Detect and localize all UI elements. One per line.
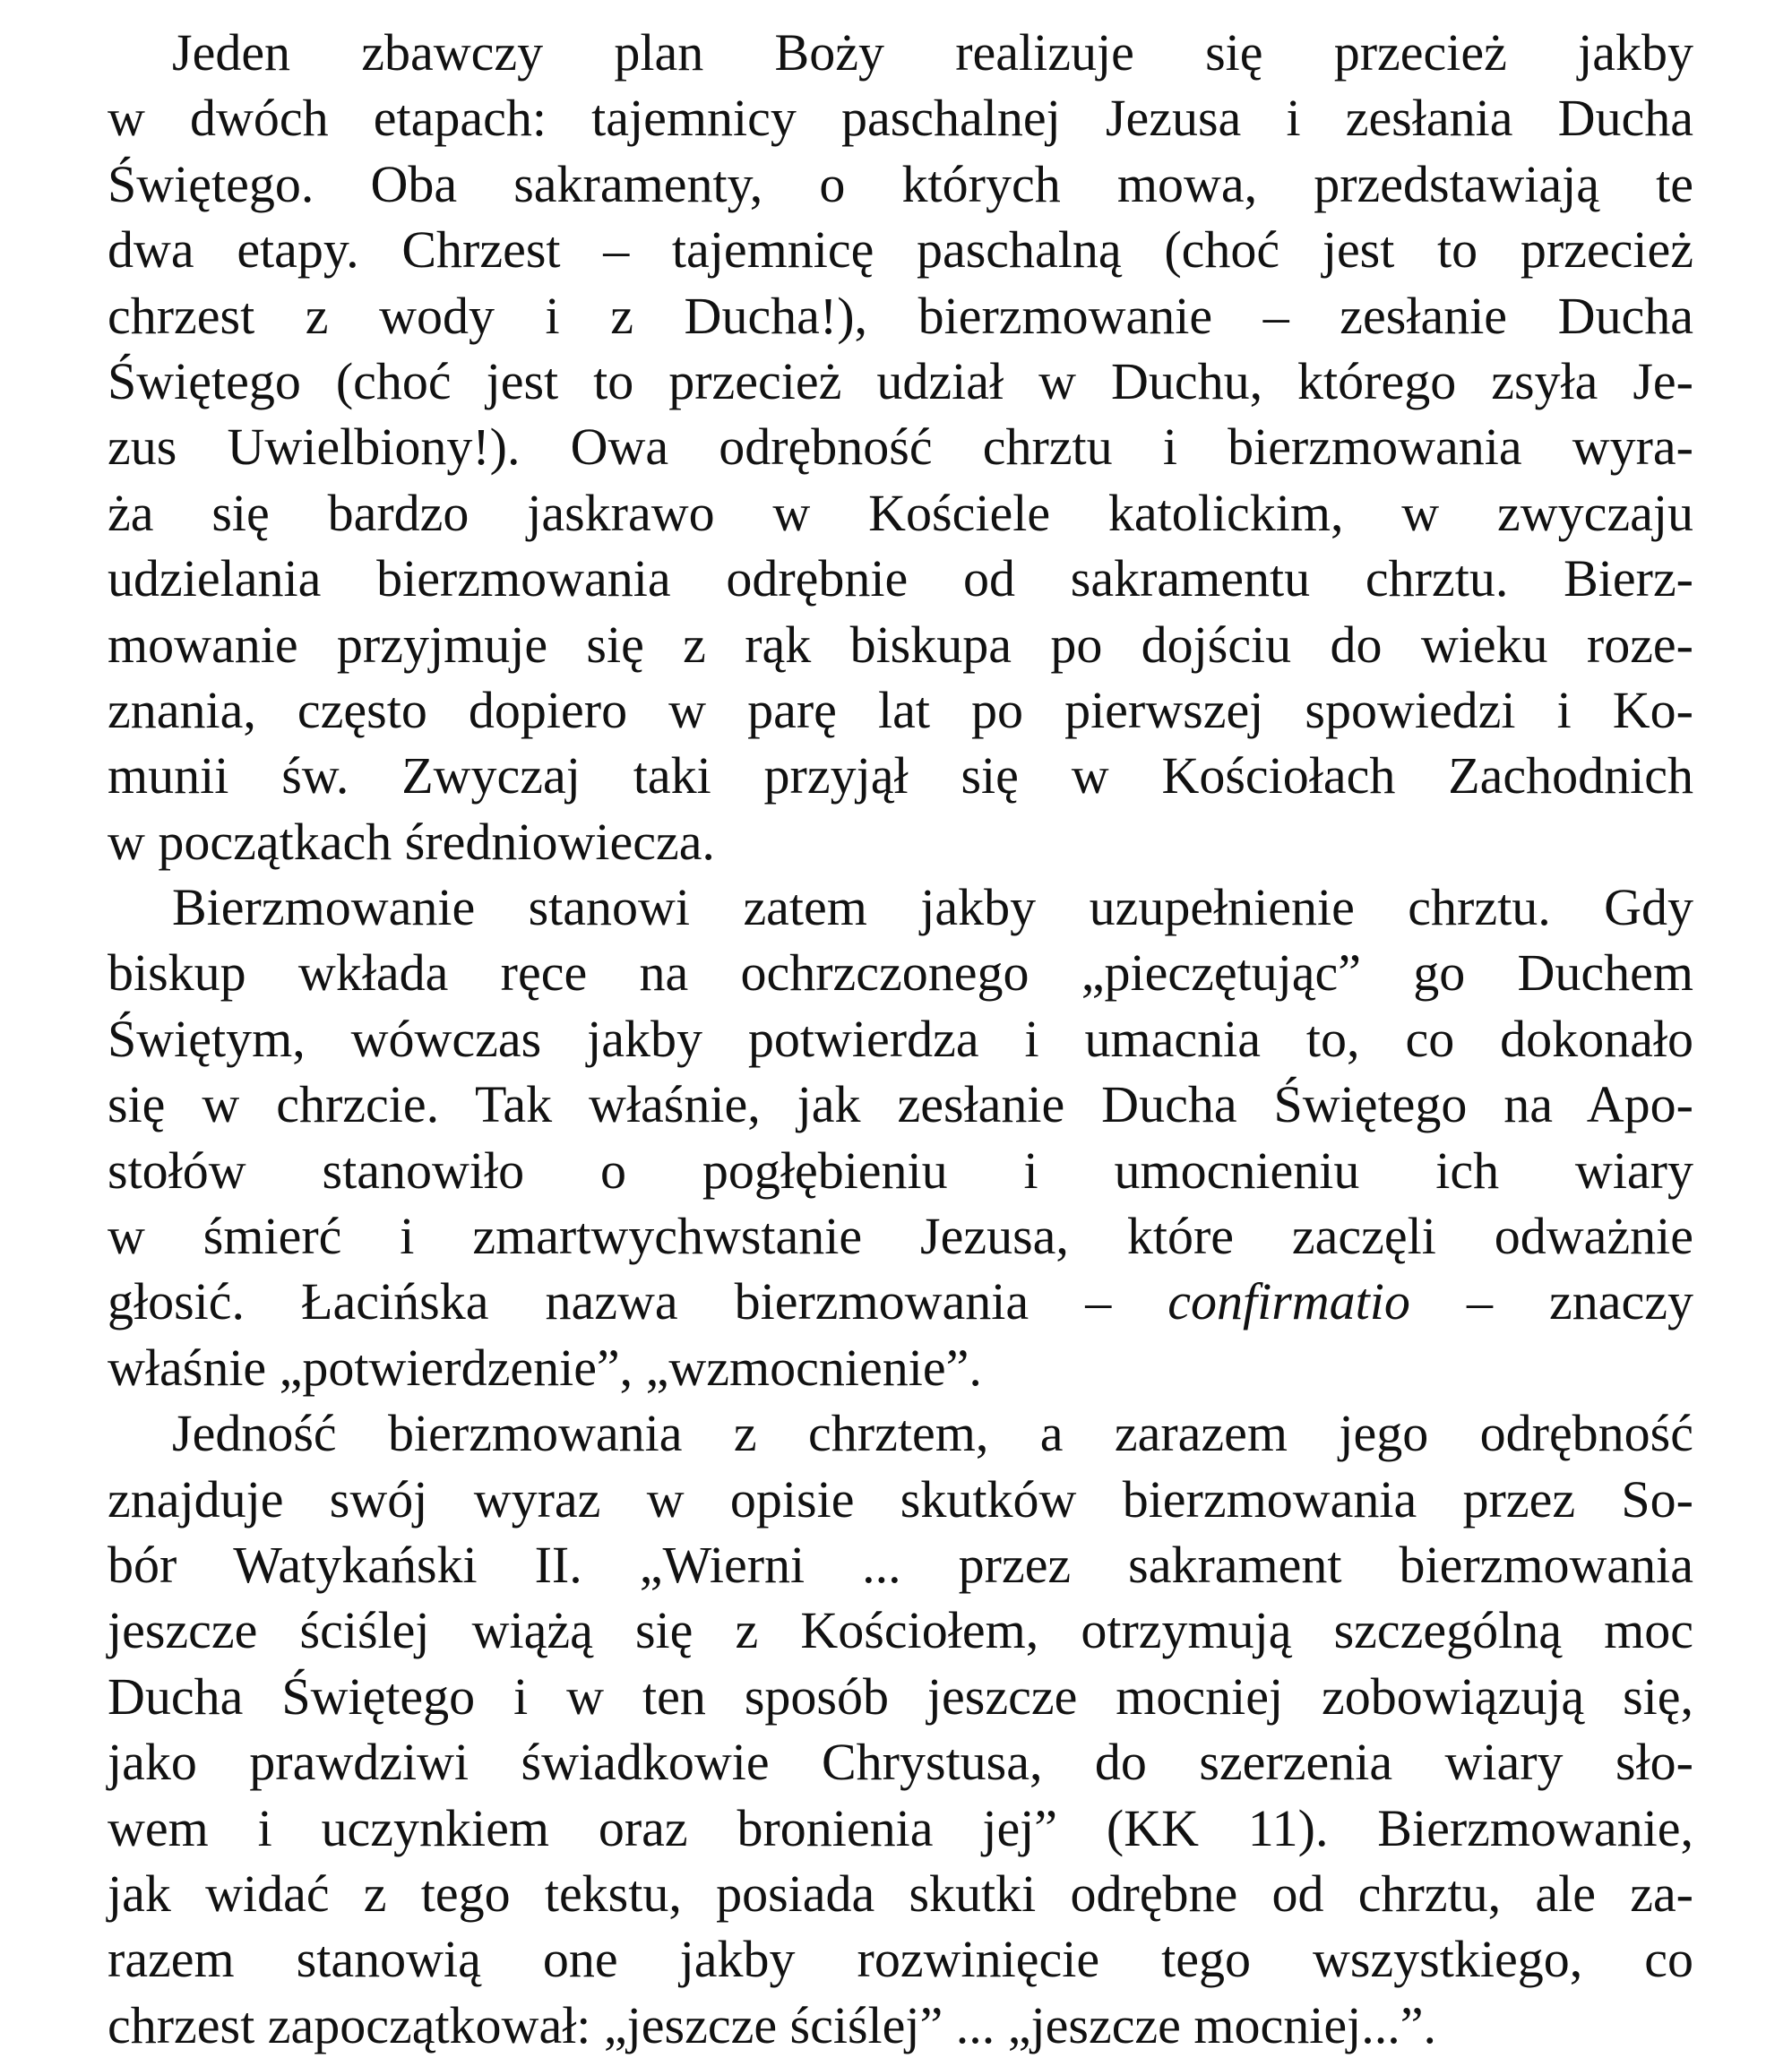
text-run: głosić. Łacińska nazwa bierzmowania – — [108, 1272, 1168, 1331]
text-line: chrzest zapoczątkował: „jeszcze ściślej” ... „jeszcze mocniej...”. — [108, 1995, 1436, 2054]
text-line: Świętym, wówczas jakby potwierdza i umacnia to, co dokonało — [108, 1009, 1693, 1068]
text-line: jeszcze ściślej wiążą się z Kościołem, otrzymują szczególną moc — [108, 1601, 1693, 1660]
latin-term: confirmatio — [1167, 1272, 1410, 1331]
text-line: bór Watykański II. „Wierni ... przez sakrament bierzmowania — [108, 1535, 1693, 1594]
text-line: munii św. Zwyczaj taki przyjął się w Kościołach Zachodnich — [108, 746, 1693, 805]
text-line: właśnie „potwierdzenie”, „wzmocnienie”. — [108, 1338, 982, 1397]
text-line: w śmierć i zmartwychwstanie Jezusa, które zaczęli odważnie — [108, 1207, 1693, 1266]
text-line: Jedność bierzmowania z chrztem, a zarazem jego odrębność — [172, 1404, 1693, 1463]
paragraph-3 — [108, 1400, 1693, 2058]
text-line: w dwóch etapach: tajemnicy paschalnej Jezusa i zesłania Ducha — [108, 89, 1693, 148]
text-line: wem i uczynkiem oraz bronienia jej” (KK 11). Bierzmowanie, — [108, 1798, 1693, 1857]
text-line-latin — [108, 1269, 1693, 1334]
paragraph-2 — [108, 874, 1693, 1400]
text-run: – znaczy — [1409, 1272, 1693, 1331]
text-line: biskup wkłada ręce na ochrzczonego „pieczętując” go Duchem — [108, 943, 1693, 1003]
text-line: Bierzmowanie stanowi zatem jakby uzupełnienie chrztu. Gdy — [172, 878, 1693, 937]
text-line: w początkach średniowiecza. — [108, 812, 715, 871]
paragraph-1 — [108, 20, 1693, 874]
text-line: chrzest z wody i z Ducha!), bierzmowanie – zesłanie Ducha — [108, 286, 1693, 345]
text-line: ża się bardzo jaskrawo w Kościele katolickim, w zwyczaju — [108, 483, 1693, 542]
text-line: stołów stanowiło o pogłębieniu i umocnieniu ich wiary — [108, 1141, 1693, 1200]
text-line: się w chrzcie. Tak właśnie, jak zesłanie Ducha Świętego na Apo- — [108, 1075, 1693, 1134]
text-line: jak widać z tego tekstu, posiada skutki odrębne od chrztu, ale za- — [108, 1864, 1693, 1923]
text-line: Świętego. Oba sakramenty, o których mowa, przedstawiają te — [108, 154, 1693, 213]
document-page — [108, 20, 1693, 2058]
text-line: znajduje swój wyraz w opisie skutków bierzmowania przez So- — [108, 1469, 1693, 1528]
text-line: Ducha Świętego i w ten sposób jeszcze mocniej zobowiązują się, — [108, 1666, 1693, 1726]
text-line: mowanie przyjmuje się z rąk biskupa po dojściu do wieku roze- — [108, 615, 1693, 674]
text-line: zus Uwielbiony!). Owa odrębność chrztu i bierzmowania wyra- — [108, 418, 1693, 477]
text-line: Jeden zbawczy plan Boży realizuje się przecież jakby — [172, 23, 1693, 82]
text-line: dwa etapy. Chrzest – tajemnicę paschalną (choć jest to przecież — [108, 220, 1693, 280]
text-line: Świętego (choć jest to przecież udział w Duchu, którego zsyła Je- — [108, 351, 1693, 410]
text-line: udzielania bierzmowania odrębnie od sakramentu chrztu. Bierz- — [108, 549, 1693, 608]
text-line: razem stanowią one jakby rozwinięcie tego wszystkiego, co — [108, 1930, 1693, 1989]
text-line: jako prawdziwi świadkowie Chrystusa, do szerzenia wiary sło- — [108, 1733, 1693, 1792]
text-line: znania, często dopiero w parę lat po pierwszej spowiedzi i Ko- — [108, 680, 1693, 739]
